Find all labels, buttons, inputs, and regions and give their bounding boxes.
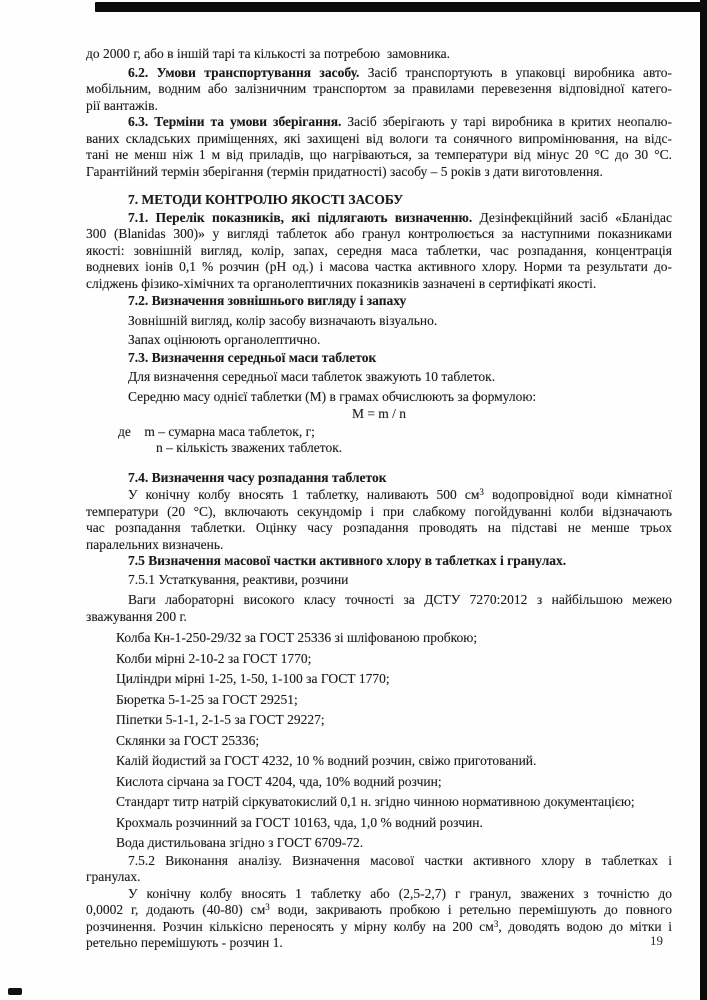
heading-7-3 — [86, 350, 672, 367]
heading-7-4 — [86, 470, 672, 487]
reagent-flask-kn — [86, 630, 672, 647]
text-line: зважування 200 г. — [86, 608, 187, 624]
formula-mass — [86, 406, 672, 423]
text-line: розчинення. Розчин кількісно переносять у мірну колбу на 200 $см^3$, доводять водою до мітки і — [86, 918, 672, 934]
para-scales — [86, 592, 672, 625]
text-line: якості: зовнішній вигляд, колір, запах, середня маса таблетки, час розпадання, концентрація — [86, 242, 672, 258]
text-line: 6.3. Терміни та умови зберігання. Засіб зберігають у тарі виробника в критих неопалю- — [128, 114, 672, 129]
reagent-potassium-iodide — [86, 753, 672, 770]
text-line: Склянки за ГОСТ 25336; — [116, 732, 260, 748]
text-line: до 2000 г, або в іншій тарі та кількості за потребою замовника. — [86, 46, 451, 61]
reagent-beakers — [86, 733, 672, 750]
text-line: Калій йодистий за ГОСТ 4232, 10 % водний розчин, свіжо приготований. — [116, 753, 537, 768]
text-line: 7. МЕТОДИ КОНТРОЛЮ ЯКОСТІ ЗАСОБУ — [128, 192, 404, 207]
text-line: Вода дистильована згідно з ГОСТ 6709-72. — [116, 835, 364, 850]
text-line: мобільним, водним або залізничним транспортом за правилами перевезення відповідної катего- — [86, 81, 672, 96]
document-content — [86, 46, 672, 952]
text-line: водневих іонів 0,1 % розчин (рН од.) і масова частка активного хлору. Норми та результати до- — [86, 259, 672, 274]
text-line: Крохмаль розчинний за ГОСТ 10163, чда, 1,0 % водний розчин. — [116, 814, 483, 830]
text-line: сліджень фізико-хімічних та органолептичних показників зазначені в сертифікаті якості. — [86, 275, 597, 291]
reagent-pipettes — [86, 712, 672, 729]
para-analysis — [86, 886, 672, 952]
text-line: тані не менш ніж 1 м від приладів, що нагріваються, за температури від мінус 20 °С до 30 °С. — [86, 147, 672, 162]
reagent-flasks-measuring — [86, 651, 672, 668]
text-line: Запах оцінюють органолептично. — [128, 332, 321, 347]
heading-7 — [86, 192, 672, 209]
text-line: 7.5.1 Устаткування, реактиви, розчини — [128, 571, 349, 587]
text-line: Стандарт титр натрій сіркуватокислий 0,1 н. згідно чинною нормативною документацією; — [116, 794, 635, 809]
scan-artifact-top-bar — [95, 2, 707, 12]
text-line: час розпадання таблетки. Оцінку часу розпадання проводять на підставі не менше трьох — [86, 520, 672, 535]
scan-artifact-corner-mark — [8, 988, 22, 995]
text-line: Бюретка 5-1-25 за ГОСТ 29251; — [116, 691, 298, 707]
para-6-3 — [86, 114, 672, 180]
text-line: рії вантажів. — [86, 97, 158, 113]
scan-artifact-right-bar — [700, 0, 707, 1000]
text-line: 7.5 Визначення масової частки активного хлору в таблетках і гранулах. — [128, 553, 567, 568]
reagent-sulfuric-acid — [86, 774, 672, 791]
para-7-5-2 — [86, 853, 672, 886]
text-line: Піпетки 5-1-1, 2-1-5 за ГОСТ 29227; — [116, 712, 325, 727]
text-line: де m – сумарна маса таблеток, г; — [118, 423, 315, 439]
text-line: Середню масу однієї таблетки (М) в грамах обчислюють за формулою: — [128, 388, 537, 404]
para-tail-6-1 — [86, 46, 672, 63]
text-line: Циліндри мірні 1-25, 1-50, 1-100 за ГОСТ 1770; — [116, 671, 390, 686]
text-line: гранулах. — [86, 869, 141, 884]
reagent-thiosulfate — [86, 794, 672, 811]
text-line: n – кількість зважених таблеток. — [156, 440, 343, 455]
line-formula-intro — [86, 389, 672, 406]
text-line: Для визначення середньої маси таблеток зважують 10 таблеток. — [128, 369, 496, 384]
text-line: Колби мірні 2-10-2 за ГОСТ 1770; — [116, 650, 312, 666]
text-line: ретельно перемішують - розчин 1. — [86, 935, 283, 950]
text-line: Зовнішній вигляд, колір засобу визначають візуально. — [128, 312, 438, 328]
line-visual-check — [86, 313, 672, 330]
reagent-burette — [86, 692, 672, 709]
heading-7-5 — [86, 553, 672, 570]
line-smell-check — [86, 332, 672, 349]
def-n — [86, 440, 672, 457]
text-line: Колба Кн-1-250-29/32 за ГОСТ 25336 зі шліфованою пробкою; — [116, 630, 478, 645]
para-7-4 — [86, 487, 672, 553]
page-number: 19 — [650, 933, 663, 948]
reagent-starch — [86, 815, 672, 832]
text-line: паралельних визначень. — [86, 536, 224, 552]
heading-7-2 — [86, 293, 672, 310]
reagent-water — [86, 835, 672, 852]
text-line: М = m / n — [351, 406, 407, 421]
text-line: 7.3. Визначення середньої маси таблеток — [128, 349, 377, 365]
text-line: Гарантійний термін зберігання (термін придатності) засобу – 5 років з дати виготовлення. — [86, 163, 603, 179]
line-7-5-1 — [86, 572, 672, 589]
text-line: 7.5.2 Виконання аналізу. Визначення масової частки активного хлору в таблетках і — [128, 852, 672, 868]
text-line: 7.1. Перелік показників, які підлягають визначенню. Дезінфекційний засіб «Бланідас — [128, 209, 673, 225]
para-7-1 — [86, 210, 672, 293]
text-line: ваних складських приміщеннях, які захищені від вологи та сонячного випромінювання, на відс- — [86, 130, 672, 146]
text-line: 0,0002 г, додають (40-80) $см^3$ води, закривають пробкою і ретельно перемішують до повного — [86, 902, 672, 917]
line-weigh-10 — [86, 369, 672, 386]
text-line: 7.4. Визначення часу розпадання таблеток — [128, 469, 387, 485]
text-line: У конічну колбу вносять 1 таблетку або (2,5-2,7) г гранул, зважених з точністю до — [128, 885, 672, 901]
text-line: Кислота сірчана за ГОСТ 4204, чда, 10% водний розчин; — [116, 773, 442, 789]
text-line: У конічну колбу вносять 1 таблетку, наливають 500 $см^3$ водопровідної води кімнатної — [128, 487, 672, 502]
reagent-cylinders — [86, 671, 672, 688]
text-line: 300 (Blanidas 300)» у вигляді таблеток або гранул контролюється за наступними показниками — [86, 226, 672, 241]
text-line: 6.2. Умови транспортування засобу. Засіб транспортують в упаковці виробника авто- — [128, 64, 672, 80]
text-line: температури (20 °С), включають секундомір і при слабкому погойдуванні колби відзначають — [86, 503, 672, 519]
text-line: Ваги лабораторні високого класу точності за ДСТУ 7270:2012 з найбільшою межею — [128, 592, 672, 607]
text-line: 7.2. Визначення зовнішнього вигляду і запаху — [128, 293, 407, 308]
def-m — [86, 424, 672, 441]
para-6-2 — [86, 65, 672, 115]
